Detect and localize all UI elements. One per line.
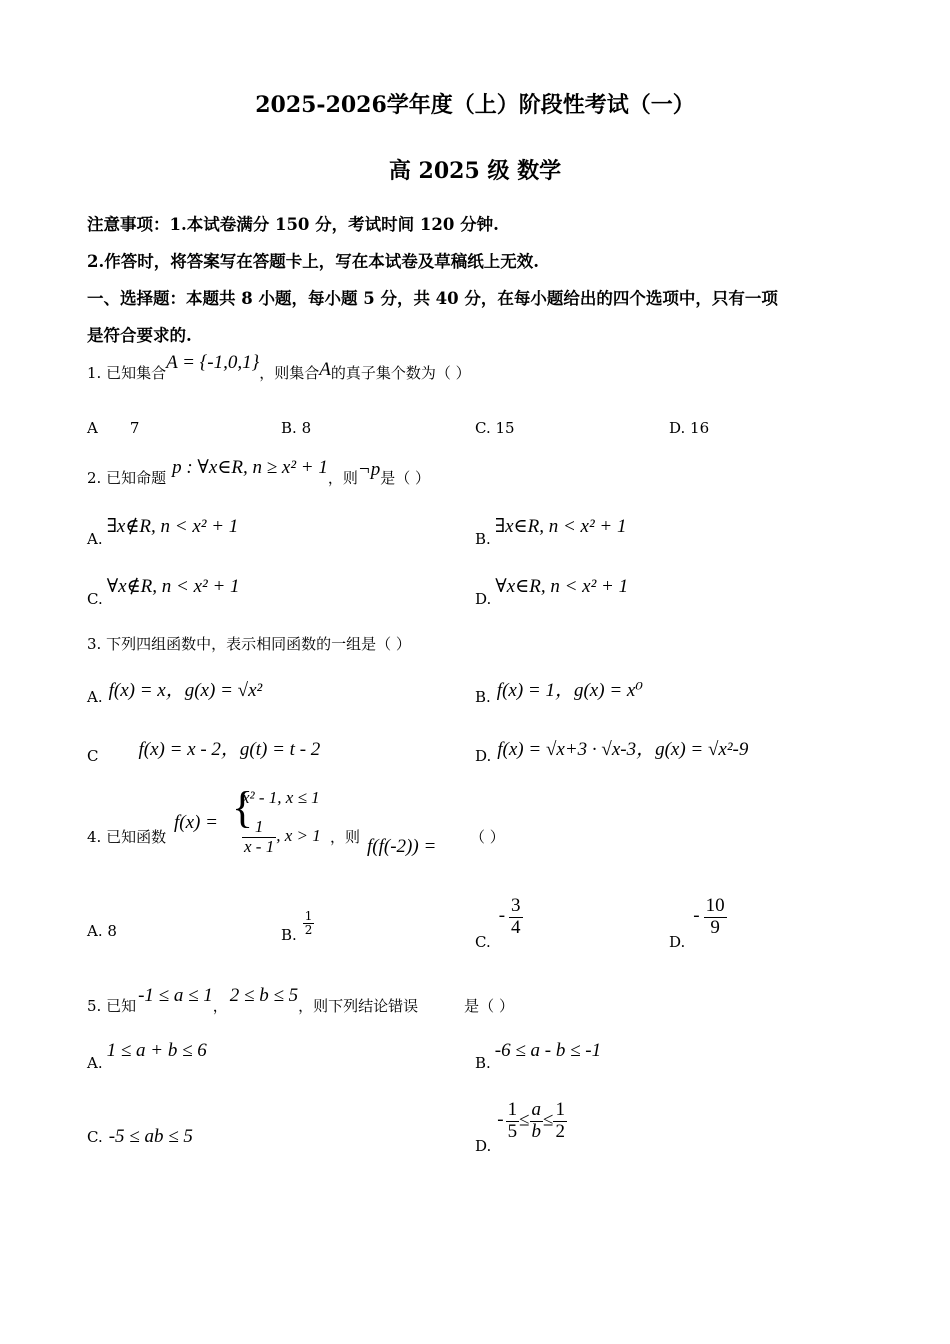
q1-stem-prefix: 1. 已知集合: [87, 364, 167, 382]
option-label: C: [87, 747, 99, 765]
notice-line-1: 注意事项：1.本试卷满分 150 分，考试时间 120 分钟.: [87, 215, 499, 234]
q1-math-set: A = {-1,0,1}: [166, 352, 260, 373]
fraction-denominator: 2: [555, 1120, 565, 1142]
option-math: 1 ≤ a + b ≤ 6: [106, 1040, 207, 1061]
notice-line-2: 2.作答时，将答案写在答题卡上，写在本试卷及草稿纸上无效.: [87, 252, 539, 271]
q3-option-d: [475, 734, 749, 765]
q5-stem-prefix: 5. 已知: [87, 997, 137, 1015]
q1-option-d: [669, 419, 709, 437]
leq-sign: ≤: [543, 1109, 554, 1131]
option-text: 16: [690, 419, 710, 437]
option-label: B.: [281, 925, 297, 944]
option-fraction-right: [553, 1100, 567, 1143]
q2-option-c: [87, 575, 240, 608]
section-1-heading: 一、选择题：本题共 8 小题，每小题 5 分，共 40 分，在每小题给出的四个选项中，只有一项: [87, 289, 778, 308]
q4-stem-mid: ，则: [330, 828, 361, 846]
q5-sep: ，: [212, 997, 228, 1015]
q5-stem-tail: 是（ ）: [464, 997, 514, 1015]
q4-case-2-condition: , x > 1: [276, 826, 321, 846]
fraction-numerator: 1: [507, 1099, 518, 1120]
option-sign: -: [693, 905, 700, 927]
option-label: B.: [475, 688, 491, 706]
option-label: C.: [87, 1128, 103, 1146]
q4-case-1: x² - 1, x ≤ 1: [242, 788, 320, 807]
q5-math-a-range: -1 ≤ a ≤ 1: [138, 985, 213, 1006]
option-sign: -: [497, 1109, 504, 1131]
fraction-denominator: 2: [304, 923, 313, 938]
fraction-denominator: 9: [704, 917, 727, 939]
question-1: [87, 352, 471, 384]
section-1-heading-cont: 是符合要求的.: [87, 326, 192, 345]
q5-option-b: [475, 1040, 602, 1072]
q1-option-a: [87, 419, 139, 437]
option-label: A.: [87, 530, 103, 548]
option-math: f(x) = x，g(x) = √x²: [108, 680, 263, 701]
option-fraction-mid: [530, 1100, 544, 1143]
exam-title: 2025-2026学年度（上）阶段性考试（一）: [255, 92, 695, 118]
q5-math-b-range: 2 ≤ b ≤ 5: [229, 985, 299, 1006]
option-text: 8: [301, 419, 312, 437]
q4-option-d: [669, 895, 727, 952]
option-sign: -: [498, 905, 506, 927]
option-label: D.: [475, 747, 492, 765]
question-5: [87, 985, 514, 1017]
option-label: D.: [475, 1137, 492, 1156]
fraction-denominator: x - 1: [244, 836, 275, 856]
q2-option-a: [87, 515, 239, 548]
fraction-numerator: 1: [304, 909, 313, 923]
q1-math-a: A: [319, 359, 331, 380]
option-text: 7: [129, 419, 140, 437]
q3-option-a: [87, 675, 263, 706]
q4-option-b: [281, 909, 314, 944]
q1-option-c: [475, 419, 515, 437]
fraction-numerator: 10: [705, 895, 725, 916]
option-math: f(x) = x - 2，g(t) = t - 2: [138, 739, 321, 760]
q2-stem-suffix: 是（ ）: [380, 469, 430, 487]
q5-stem-suffix: ，则下列结论错误: [298, 997, 419, 1015]
q1-stem-suffix: 的真子集个数为（ ）: [330, 364, 471, 382]
question-3: 3. 下列四组函数中，表示相同函数的一组是（ ）: [87, 635, 411, 653]
option-math: ∃x∈R, n < x² + 1: [494, 516, 627, 537]
option-label: D.: [475, 590, 492, 608]
q4-func-name: f(x) =: [174, 812, 218, 833]
option-math: f(x) = √x+3 · √x-3，g(x) = √x²-9: [497, 739, 749, 760]
q4-stem-prefix: 4. 已知函数: [87, 828, 167, 846]
option-fraction: [509, 896, 523, 939]
fraction-denominator: 4: [511, 916, 521, 938]
option-math: -6 ≤ a - b ≤ -1: [494, 1040, 602, 1061]
option-label: D.: [669, 933, 686, 952]
option-text: 8: [107, 922, 117, 940]
option-fraction: [704, 896, 727, 939]
fraction-denominator: 5: [507, 1120, 518, 1142]
q2-option-b: [475, 515, 627, 548]
q2-math-negp: ¬p: [357, 459, 381, 480]
option-math: -5 ≤ ab ≤ 5: [108, 1126, 193, 1147]
option-label: A: [87, 419, 98, 437]
option-math: f(x) = 1，g(x) = x⁰: [496, 680, 643, 701]
option-label: D.: [669, 419, 686, 437]
q5-option-a: [87, 1040, 207, 1072]
option-label: B.: [475, 530, 491, 548]
q4-case-2: [242, 818, 321, 856]
option-fraction-left: [506, 1100, 520, 1143]
option-text: 15: [495, 419, 515, 437]
option-label: B.: [475, 1054, 491, 1072]
q4-case-2-fraction: [242, 818, 276, 856]
q1-option-b: [281, 419, 311, 437]
q4-composite-expr: f(f(-2)) =: [367, 836, 437, 857]
fraction-denominator: b: [531, 1120, 542, 1142]
fraction-numerator: 1: [254, 817, 264, 836]
fraction-numerator: a: [531, 1099, 542, 1120]
q2-math-prop: p : ∀x∈R, n ≥ x² + 1: [172, 457, 328, 478]
option-label: B.: [281, 419, 297, 437]
option-label: A.: [87, 922, 103, 940]
option-label: A.: [87, 1054, 103, 1072]
q4-piecewise-brace: {: [232, 783, 254, 832]
fraction-numerator: 3: [511, 895, 521, 916]
q4-option-c: [475, 895, 523, 952]
question-2: [87, 457, 430, 489]
option-math: ∀x∈R, n < x² + 1: [495, 576, 629, 597]
q1-stem-mid: ，则集合: [259, 364, 320, 382]
option-math: ∃x∉R, n < x² + 1: [106, 516, 239, 537]
q2-stem-prefix: 2. 已知命题: [87, 469, 167, 487]
option-label: C.: [87, 590, 103, 608]
fraction-numerator: 1: [555, 1099, 565, 1120]
option-fraction: [303, 910, 315, 937]
option-label: A.: [87, 688, 103, 706]
q4-option-a: [87, 922, 117, 940]
q3-option-b: [475, 675, 643, 706]
q3-option-c: [87, 734, 321, 765]
option-math: ∀x∉R, n < x² + 1: [106, 576, 240, 597]
q4-stem-suffix: （ ）: [470, 828, 505, 846]
leq-sign: ≤: [519, 1109, 530, 1131]
option-label: C.: [475, 933, 491, 952]
q5-option-c: [87, 1126, 193, 1148]
exam-subtitle: 高 2025 级 数学: [388, 158, 562, 184]
q2-stem-mid: ，则: [327, 469, 358, 487]
option-label: C.: [475, 419, 491, 437]
q5-option-d: [475, 1099, 567, 1156]
q2-option-d: [475, 575, 629, 608]
